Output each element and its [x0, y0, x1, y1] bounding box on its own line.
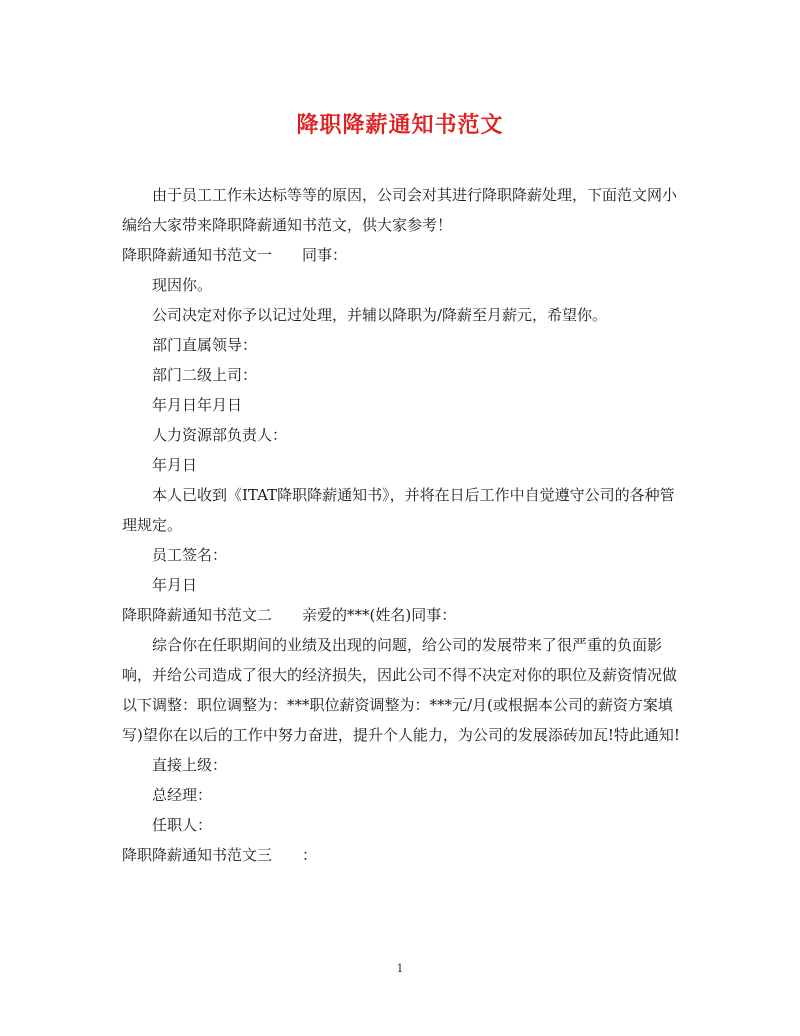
paragraph: 现因你。 [152, 276, 213, 294]
date-line: 年月日年月日 [152, 396, 243, 414]
section-heading-three: 降职降薪通知书范文三 ： [122, 846, 318, 864]
document-body [122, 180, 682, 870]
signature-line: 员工签名： [152, 546, 228, 564]
section-heading-one: 降职降薪通知书范文一 同事： [122, 246, 348, 264]
paragraph: 公司决定对你予以记过处理，并辅以降职为/降薪至月薪元，希望你。 [152, 306, 608, 324]
signature-line: 直接上级： [152, 756, 228, 774]
document-title: 降职降薪通知书范文 [296, 112, 504, 138]
intro-paragraph: 由于员工工作未达标等等的原因，公司会对其进行降职降薪处理，下面范文网小编给大家带来降职降薪通知书范文，供大家参考！ [122, 186, 678, 234]
signature-line: 人力资源部负责人： [152, 426, 288, 444]
signature-line: 总经理： [152, 786, 213, 804]
signature-line: 部门二级上司： [152, 366, 258, 384]
section-heading-two: 降职降薪通知书范文二 亲爱的***(姓名)同事： [122, 606, 457, 624]
paragraph: 综合你在任职期间的业绩及出现的问题，给公司的发展带来了很严重的负面影响，并给公司造成了很大的经济损失，因此公司不得不决定对你的职位及薪资情况做以下调整：职位调整为：***职位薪资调整为：***元/月(或根据本公司的薪资方案填写)望你在以后的工作中努力奋进，提升个人能力，为公司的发展添砖加瓦!特此通知! [122, 636, 680, 744]
signature-line: 部门直属领导： [152, 336, 258, 354]
paragraph: 本人已收到《ITAT降职降薪通知书》，并将在日后工作中自觉遵守公司的各种管理规定。 [122, 486, 675, 534]
signature-line: 任职人： [152, 816, 213, 834]
page-number: 1 [396, 962, 404, 975]
date-line: 年月日 [152, 456, 198, 474]
date-line: 年月日 [152, 576, 198, 594]
